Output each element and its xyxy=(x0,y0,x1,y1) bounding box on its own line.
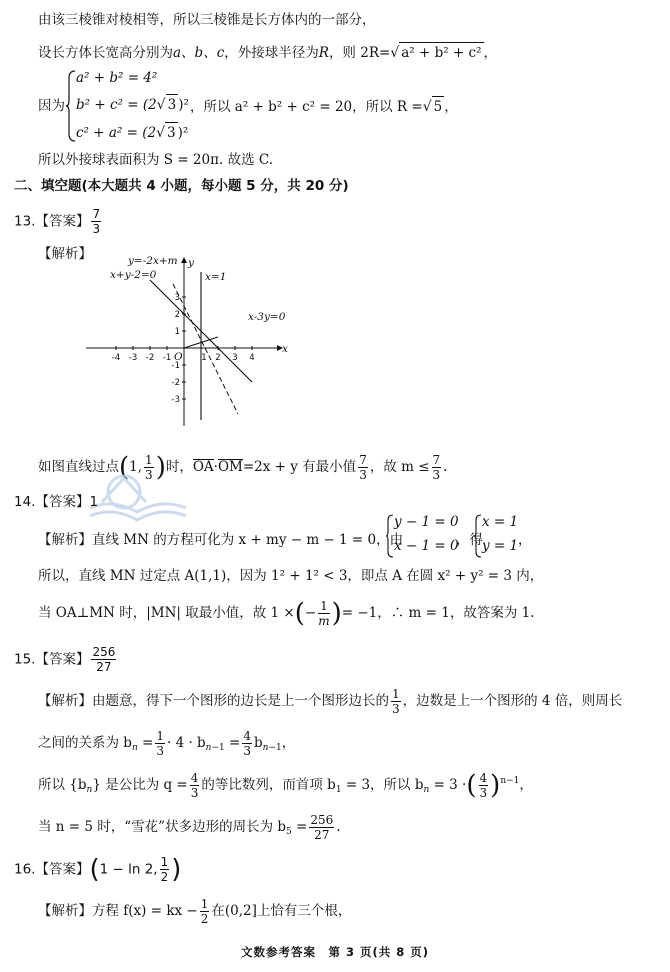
y-tick-label: -3 xyxy=(171,395,180,405)
label-x-minus-3y: x-3y=0 xyxy=(248,311,286,323)
system-row: x − 1 = 0 xyxy=(394,538,459,554)
text-line: ， xyxy=(518,532,532,548)
watermark-logo xyxy=(82,468,192,528)
text-line: 所以 $\{b_n\}$ 是公比为 q = $\frac{4}{3}$ 的等比数列，而首项 $b_1 = 3$，所以 $b_n = 3$ ·( $\frac{4}{3}$ )$^{n-1}$， xyxy=(38,770,533,801)
y-tick-label: -2 xyxy=(171,378,180,388)
x-tick-label: -1 xyxy=(162,353,172,363)
text-line: 所以，直线 MN 过定点 A(1,1)，因为 1² + 1² < 3，即点 A 在圆 x² + y² = 3 内， xyxy=(38,568,544,584)
y-tick-label: -1 xyxy=(171,361,180,371)
text-line: 所以外接球表面积为 S = 20π. 故选 C. xyxy=(38,152,273,168)
q13-answer: 13.【答案】 $\frac{7}{3}$ xyxy=(14,207,101,236)
x-tick-label: -4 xyxy=(111,353,121,363)
x-tick-label: -3 xyxy=(128,353,138,363)
analysis-label: 【解析】 xyxy=(38,246,92,262)
x-tick-label: 3 xyxy=(232,353,238,363)
label-x-plus-y: x+y-2=0 xyxy=(110,269,157,281)
q15-answer: 15.【答案】 $\frac{256}{27}$ xyxy=(14,645,116,674)
line-objective-dashed xyxy=(173,284,238,414)
origin-label: O xyxy=(174,351,183,363)
label-x-equals-1: x=1 xyxy=(205,271,227,283)
y-axis-label: y xyxy=(188,257,194,269)
page-footer: 文数参考答案 第 3 页(共 8 页) xyxy=(240,945,430,959)
text-line: 【解析】由题意，得下一个图形的边长是上一个图形边长的 $\frac{1}{3}$ ，边数是上一个图形的 4 倍，则周长 xyxy=(38,687,623,716)
y-tick-label: 1 xyxy=(174,327,180,337)
y-tick-label: 2 xyxy=(174,310,180,320)
text-line: ，所以 a² + b² + c² = 20，所以 R =√ 5 ， xyxy=(190,96,458,117)
text-line: 之间的关系为 $b_n$ = $\frac{1}{3}$ · $4 \cdot b_{n-1}$ = $\frac{4}{3}$ $b_{n-1}$， xyxy=(38,729,296,758)
q16-answer: 16.【答案】(1 − ln 2, $\frac{1}{2}$ ) xyxy=(14,854,182,885)
text-line: 由该三棱锥对棱相等，所以三棱锥是长方体内的一部分， xyxy=(38,12,376,28)
because-label: 因为 xyxy=(38,98,65,114)
system-row: x = 1 xyxy=(482,514,519,530)
y-tick-label: 3 xyxy=(174,293,180,303)
text-line: 【解析】直线 MN 的方程可化为 x + my − m − 1 = 0，由 xyxy=(38,532,404,548)
system-row: a² + b² = 4² xyxy=(76,70,158,86)
brace-icon xyxy=(386,514,394,558)
system-row: b² + c² = (2√ 3 )² xyxy=(76,94,189,115)
text-line: 如图直线过点(1, $\frac{1}{3}$ )时，OA·OM=2x + y 有最小值 $\frac{7}{3}$ ，故 m ≤ $\frac{7}{3}$ . xyxy=(38,452,448,483)
label-objective: y=-2x+m xyxy=(128,255,178,267)
system-row: y = 1 xyxy=(482,538,519,554)
text-line: 【解析】方程 f(x) = kx − $\frac{1}{2}$ 在(0,2]上恰有三个根， xyxy=(38,897,352,926)
text-line: 设长方体长宽高分别为a、b、c，外接球半径为R，则 2R=√ a² + b² + c² ， xyxy=(38,42,497,63)
system-row: y − 1 = 0 xyxy=(394,514,459,530)
x-tick-label: -2 xyxy=(145,353,155,363)
x-axis-label: x xyxy=(282,343,288,355)
q14-answer: 14.【答案】1 xyxy=(14,494,99,510)
text-line: 当 OA⊥MN 时，|MN| 取最小值，故 1 ×(− $\frac{1}{m}$ )= −1，∴ m = 1，故答案为 1. xyxy=(38,598,535,629)
system-row: c² + a² = (2√ 3 )² xyxy=(76,122,188,143)
text-line: ，得 xyxy=(456,532,483,548)
q13-graph xyxy=(80,250,300,430)
x-tick-label: 4 xyxy=(249,353,255,363)
text-line: 当 n = 5 时，“雪花”状多边形的周长为 $b_5$ = $\frac{256}{27}$ . xyxy=(38,813,341,842)
x-tick-label: 1 xyxy=(201,353,207,363)
section-heading: 二、填空题(本大题共 4 小题，每小题 5 分，共 20 分) xyxy=(14,178,349,194)
brace-icon xyxy=(66,70,76,142)
x-tick-label: 2 xyxy=(215,353,221,363)
brace-icon xyxy=(474,514,482,558)
